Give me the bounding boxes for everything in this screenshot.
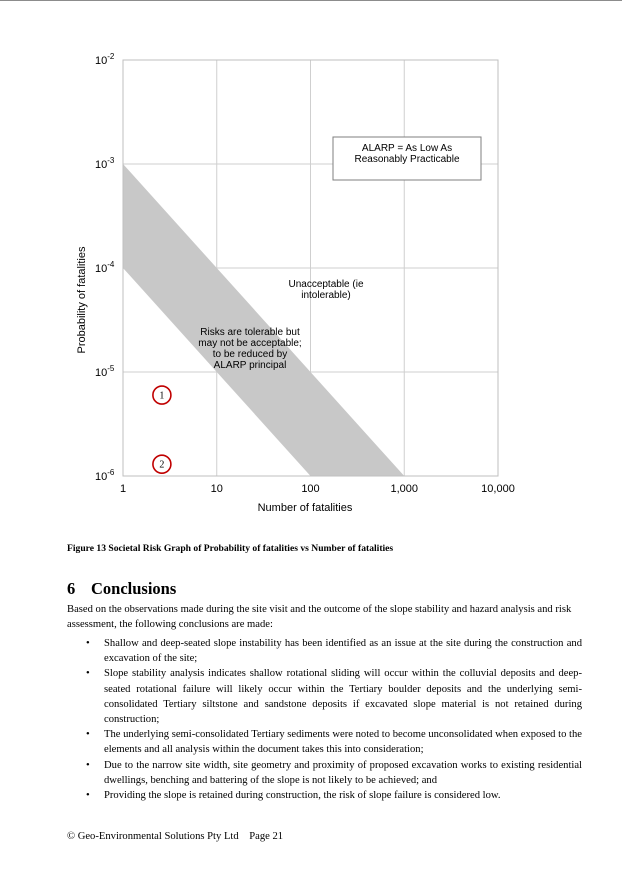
section-heading xyxy=(67,579,176,599)
list-item xyxy=(67,758,582,788)
y-tick-labels xyxy=(95,52,115,483)
footer-page-number: Page 21 xyxy=(249,831,284,842)
intro-paragraph: Based on the observations made during the site visit and the outcome of the slope stability and hazard analysis and risk assessment, the following conclusions are made: xyxy=(67,604,572,631)
y-tick-label: $10^{-3}$ xyxy=(95,156,115,171)
x-tick-label: 100 xyxy=(301,483,320,495)
x-tick-labels xyxy=(120,483,515,495)
list-item-text: Providing the slope is retained during construction, the risk of slope failure is considered low. xyxy=(104,790,501,802)
list-item-text: Slope stability analysis indicates shallow rotational sliding will occur within the colluvial deposits and deep-seated rotational failure will likely occur within the Tertiary boulder deposits and the underlying semi-consolidated Tertiary siltstone and sandstone deposits if excavated slope material is not retained during construction; xyxy=(104,668,582,726)
alarp-legend-line-1: ALARP = As Low As xyxy=(361,143,453,154)
x-tick-label: 1 xyxy=(119,483,127,495)
x-tick-label: 10 xyxy=(210,483,223,495)
y-tick-label: $10^{-4}$ xyxy=(95,260,115,275)
list-item xyxy=(67,666,582,727)
section-title: Conclusions xyxy=(91,579,177,598)
y-tick-label: $10^{-6}$ xyxy=(95,468,115,483)
bullet-icon: • xyxy=(86,638,90,649)
list-item xyxy=(67,788,582,803)
y-axis-label: Probability of fatalities xyxy=(76,246,88,354)
data-point-label: 1 xyxy=(159,390,165,402)
page-footer xyxy=(67,831,283,842)
section-number: 6 xyxy=(67,579,76,598)
bullet-icon: • xyxy=(86,790,90,802)
tolerable-label-line-1: Risks are tolerable but xyxy=(200,327,300,338)
list-item xyxy=(67,636,582,666)
y-tick-label: $10^{-2}$ xyxy=(95,52,115,67)
alarp-band xyxy=(123,164,404,476)
figure-caption: Figure 13 Societal Risk Graph of Probability of fatalities vs Number of fatalities xyxy=(67,543,394,554)
bullet-icon: • xyxy=(86,759,90,771)
tolerable-label-line-4: ALARP principal xyxy=(213,360,287,371)
x-axis-label: Number of fatalities xyxy=(257,502,353,514)
list-item xyxy=(67,727,582,757)
x-tick-label: 1,000 xyxy=(390,483,419,495)
unacceptable-label-line-1: Unacceptable (ie xyxy=(288,279,364,290)
data-points xyxy=(153,386,171,473)
y-tick-label: $10^{-5}$ xyxy=(95,364,115,379)
list-item-text: The underlying semi-consolidated Tertiary sediments were noted to become unconsolidated when exposed to the elements and all analysis within the document takes this into consideration; xyxy=(104,729,582,756)
bullet-icon: • xyxy=(86,668,90,680)
tolerable-label-line-2: may not be acceptable; xyxy=(198,338,302,349)
footer-copyright: © Geo-Environmental Solutions Pty Ltd xyxy=(67,831,239,842)
bullet-icon: • xyxy=(86,729,90,741)
alarp-legend-line-2: Reasonably Practicable xyxy=(354,154,460,165)
data-point-label: 2 xyxy=(159,459,165,471)
tolerable-label-line-3: to be reduced by xyxy=(212,349,288,360)
list-item-text: Due to the narrow site width, site geometry and proximity of proposed excavation works to existing residential dwellings, benching and battering of the slope is not likely to be achieved; and xyxy=(104,759,582,786)
list-item-text: Shallow and deep-seated slope instability has been identified as an issue at the site during the construction and excavation of the site; xyxy=(104,638,582,665)
unacceptable-label-line-2: intolerable) xyxy=(301,290,351,301)
conclusions-list xyxy=(67,636,582,803)
x-tick-label: 10,000 xyxy=(481,483,515,495)
